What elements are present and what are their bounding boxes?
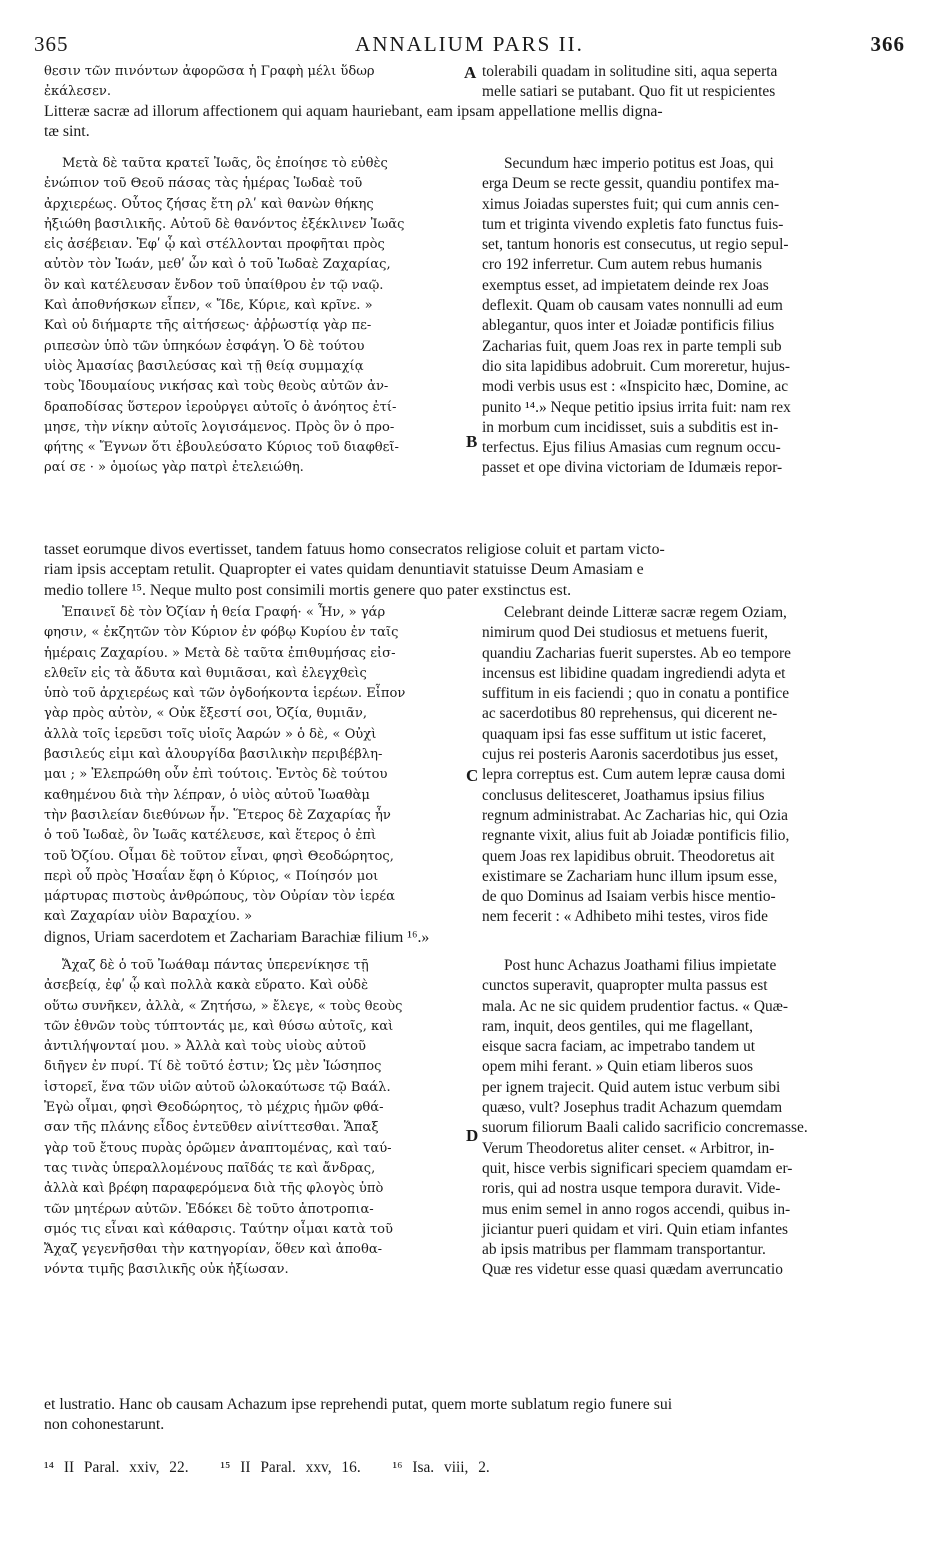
section-marker-d: D xyxy=(466,1126,479,1145)
latin-paragraph-1: tolerabili quadam in solitudine siti, aqua seperta melle satiari se putabant. Quo fit ut respicientes xyxy=(482,63,778,101)
full-width-paragraph-1: Litteræ sacræ ad illorum affectionem qui aquam hauriebant, eam ipsam appellatione mellis digna- tæ sint. xyxy=(44,103,663,141)
greek-paragraph-1: θεσιν τῶν πινόντων ἀφορῶσα ἡ Γραφὴ μέλι ὕδωρ ἐκάλεσεν. xyxy=(44,64,375,100)
latin-paragraph-2: Secundum hæc imperio potitus est Joas, qui erga Deum se recte gessit, quandiu pontifex ma- ximus Joiadas superstes fuit; qui cum annis cen- tum et triginta vivendo expletis fato functus fuis- set, tantum honoris est consecutus, ut regio sepul- cro 192 inferretur. Cum autem rebus humanis exemptus esset, ad impietatem deinde rex Joas deflexit. Quam ob causam vates nonnulli ad eum ablegantur, quos inter et Joiadæ pontificis filius Zacharias fuit, quem Joas rex in parte templi sub dio sita lapidibus adobruit. Cum moreretur, hujus- modi verbis usus est : «Inspicito hæc, Domine, ac punito ¹⁴.» Neque petitio ipsius irrita fuit: nam rex in morbum cum incidisset, suis a subditis est in- terfectus. Ejus filius Amasias cum regnum occu- passet et ope divina victoriam de Idumæis repor- xyxy=(482,155,791,477)
greek-paragraph-4: Ἄχαζ δὲ ὁ τοῦ Ἰωάθαμ πάντας ὑπερενίκησε τῇ ἀσεβείᾳ, ἐφʹ ᾧ καὶ πολλὰ κακὰ εὕρατο. Καὶ οὐδὲ οὕτω συνῆκεν, ἀλλὰ, « Ζητήσω, » ἔλεγε, « τοὺς θεοὺς τῶν ἐθνῶν τοὺς τύπτοντάς με, καὶ θύσω αὐτοῖς, καὶ ἀντιλήψονταί μου. » Ἀλλὰ καὶ τοὺς υἱοὺς αὐτοῦ διῆγεν ἐν πυρί. Τί δὲ τοῦτό ἐστιν; Ὡς μὲν Ἰώσηπος ἱστορεῖ, ἕνα τῶν υἱῶν αὐτοῦ ὡλοκαύτωσε τῷ Βαάλ. Ἐγὼ οἶμαι, φησὶ Θεοδώρητος, τὸ μέχρις ἡμῶν φθά- σαν τῆς πλάνης εἶδος ἐντεῦθεν αἰνίττεσθαι. Ἅπαξ γὰρ τοῦ ἔτους πυρὰς ὁρῶμεν ἀναπτομένας, καὶ ταύ- τας τινὰς ὑπεραλλομένους παῖδάς τε καὶ ἄνδρας, ἀλλὰ καὶ βρέφη παραφερόμενα διὰ τῆς φλογὸς ὑπὸ τῶν μητέρων αὐτῶν. Ἐδόκει δὲ τοῦτο ἀποτροπια- σμός τις εἶναι καὶ κάθαρσις. Ταύτην οἶμαι κατὰ τοῦ Ἄχαζ γεγενῆσθαι τὴν κατηγορίαν, ὅθεν καὶ ἀποθα- νόντα τιμῆς βασιλικῆς οὐκ ἠξίωσαν. xyxy=(44,958,403,1278)
footnote-15: ¹⁵ II Paral. xxv, 16. xyxy=(220,1459,361,1476)
section-marker-a: A xyxy=(464,63,477,82)
running-head xyxy=(34,32,905,60)
full-width-paragraph-4: et lustratio. Hanc ob causam Achazum ipse reprehendi putat, quem morte sublatum regio funere sui non cohonestarunt. xyxy=(44,1396,673,1434)
greek-paragraph-3: Ἐπαινεῖ δὲ τὸν Ὀζίαν ἡ θεία Γραφή· « Ἦν, » γάρ φησιν, « ἐκζητῶν τὸν Κύριον ἐν φόβῳ Κυρίου ἐν ταῖς ἡμέραις Ζαχαρίου. » Μετὰ δὲ ταῦτα ἐπιθυμήσας εἰσ- ελθεῖν εἰς τὰ ἄδυτα καὶ θυμιᾶσαι, καὶ ἐλεγχθεὶς ὑπὸ τοῦ ἀρχιερέως καὶ τῶν ὀγδοήκοντα ἱερέων. Εἶπον γὰρ πρὸς αὐτὸν, « Οὐκ ἔξεστί σοι, Ὀζία, θυμιᾶν, ἀλλὰ τοῖς ἱερεῦσι τοῖς υἱοῖς Ἀαρών » ὁ δὲ, « Οὐχὶ βασιλεύς εἰμι καὶ ἁλουργίδα βασιλικὴν περιβέβλη- μαι ; » Ἐλεπρώθη οὖν ἐπὶ τούτοις. Ἐντὸς δὲ τούτου καθημένου διὰ τὴν λέπραν, ὁ υἱὸς αὐτοῦ Ἰωαθὰμ τὴν βασιλείαν διεθύνων ἦν. Ἕτερος δὲ Ζαχαρίας ἦν ὁ τοῦ Ἰωδαὲ, ὃν Ἰωᾶς κατέλευσε, καὶ ἕτερος ὁ ἐπὶ τοῦ Ὀζίου. Οἶμαι δὲ τοῦτον εἶναι, φησὶ Θεοδώρητος, περὶ οὗ πρὸς Ἠσαΐαν ἔφη ὁ Κύριος, « Ποίησόν μοι μάρτυρας πιστοὺς ἀνθρώπους, τὸν Οὐρίαν τὸν ἱερέα καὶ Ζαχαρίαν υἱὸν Βαραχίου. » xyxy=(44,605,406,925)
latin-paragraph-4: Post hunc Achazus Joathami filius impietate cunctos superavit, quapropter multa passus est mala. Ac ne sic quidem prudentior factus. « Quæ- ram, inquit, deos gentiles, qui me flagellant, eisque sacra faciam, ac impetrabo tandem ut opem mihi ferant. » Quin etiam liberos suos per ignem trajecit. Quid autem istuc verbum sibi quæso, vult? Josephus tradit Achazum quemdam suorum filiorum Baali calido sacrificio concremasse. Verum Theodoretus aliter censet. « Arbitror, in- quit, hisce verbis significari speciem quamdam er- roris, qui ad nostra usque tempora duravit. Vide- mus enim semel in anno rogos accendi, quibus in- jiciantur pueri quidam et viri. Quin etiam infantes ab ipsis matribus per flammam transportantur. Quæ res videtur esse quasi quædam averruncatio xyxy=(482,957,808,1279)
full-width-paragraph-2: tasset eorumque divos evertisset, tandem fatuus homo consecratos religiose coluit et partam victo- riam ipsis acceptam retulit. Quapropter ei vates quidam denuntiavit statuisse Deum Amasiam e medio tollere ¹⁵. Neque multo post consimili mortis genere quo pater exstinctus est. xyxy=(44,541,665,599)
latin-paragraph-3: Celebrant deinde Litteræ sacræ regem Oziam, nimirum quod Dei studiosus et metuens fuerit, quandiu Zacharias fuerit superstes. Ab eo tempore incensus est libidine quadam ingrediendi adyta et suffitum in eis faciendi ; quo in conatu a pontifice ac sacerdotibus 80 reprehensus, qui dicerent ne- quaquam ipsi fas esse suffitum ut istic faceret, cujus rei posteris Aaronis sacerdotibus jus esset, lepra correptus est. Cum autem lepræ causa domi conclusus delitesceret, Joathamus ipsius filius regnum administrabat. Ac Zacharias hic, qui Ozia regnante vixit, alius fuit ab Joiadæ pontificis filio, quem Joas rex lapidibus obruit. Theodoretus ait existimare se Zachariam hunc illum ipsum esse, de quo Dominus ad Isaiam verbis hisce mentio- nem fecerit : « Adhibeto mihi testes, viros fide xyxy=(482,604,791,926)
section-marker-b: B xyxy=(466,432,478,451)
footnote-14: ¹⁴ II Paral. xxiv, 22. xyxy=(44,1459,189,1476)
section-marker-c: C xyxy=(466,766,479,785)
full-width-paragraph-3: dignos, Uriam sacerdotem et Zachariam Barachiæ filium ¹⁶.» xyxy=(44,929,430,946)
page-number-right: 366 xyxy=(870,32,905,56)
footnote-16: ¹⁶ Isa. viii, 2. xyxy=(392,1459,490,1476)
page-title: ANNALIUM PARS II. xyxy=(355,32,584,56)
greek-paragraph-2: Μετὰ δὲ ταῦτα κρατεῖ Ἰωᾶς, ὃς ἐποίησε τὸ εὐθὲς ἐνώπιον τοῦ Θεοῦ πάσας τὰς ἡμέρας Ἰωδαὲ τοῦ ἀρχιερέως. Οὗτος ζήσας ἔτη ρλʹ καὶ θανὼν θήκης ἠξιώθη βασιλικῆς. Αὐτοῦ δὲ θανόντος ἐξέκλινεν Ἰωᾶς εἰς ἀσέβειαν. Ἐφʹ ᾧ καὶ στέλλονται προφῆται πρὸς αὐτὸν τὸν Ἰωάν, μεθʹ ὧν καὶ ὁ τοῦ Ἰωδαὲ Ζαχαρίας, ὃν καὶ κατέλευσαν ἔνδον τοῦ ὑπαίθρου ἐν τῷ ναῷ. Καὶ ἀποθνήσκων εἶπεν, « Ἴδε, Κύριε, καὶ κρῖνε. » Καὶ οὐ διήμαρτε τῆς αἰτήσεως· ἀῤῥωστίᾳ γὰρ πε- ριπεσὼν ὑπὸ τῶν ὑπηκόων ἐσφάγη. Ὁ δὲ τούτου υἱὸς Ἀμασίας βασιλεύσας καὶ τῇ θείᾳ συμμαχίᾳ τοὺς Ἰδουμαίους νικήσας καὶ τοὺς θεοὺς αὐτῶν ἀν- δραποδίσας ὕστερον ἱεροὐργει αὐτοῖς ὁ ἀνόητος ἐτί- μησε, τὴν νίκην αὐτοῖς λογισάμενος. Πρὸς ὃν ὁ προ- φήτης « Ἔγνων ὅτι ἐβουλεύσατο Κύριος τοῦ διαφθεῖ- ραί σε · » ὁμοίως γὰρ πατρὶ ἐτελειώθη. xyxy=(44,156,405,476)
page-number-left: 365 xyxy=(34,32,69,56)
footnotes xyxy=(44,1458,864,1478)
